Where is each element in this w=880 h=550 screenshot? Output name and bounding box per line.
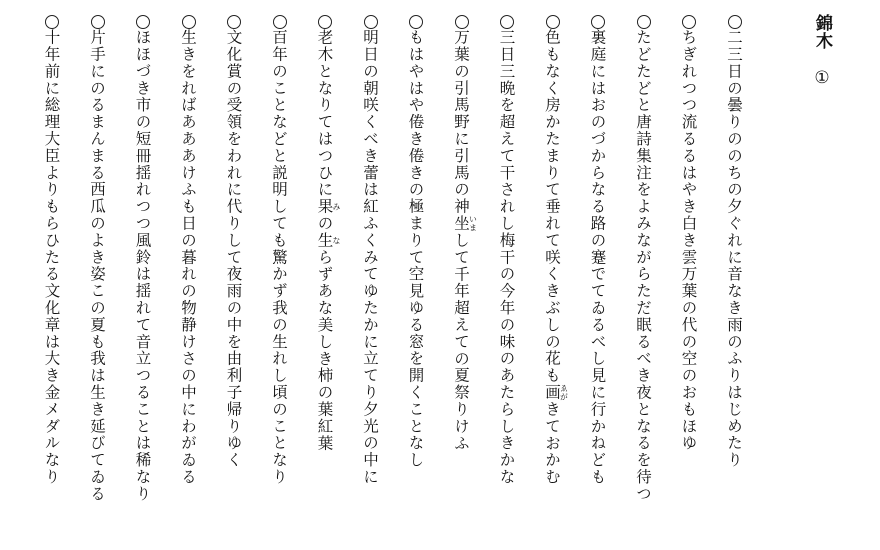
poem-text: 百年のことなどと説明しても驚かず我の生れし頃のことなり (270, 29, 288, 486)
poem-text: 三日三晩を超えて干されし梅干の今年の味のあたらしきかな (497, 29, 516, 486)
poem-line (165, 14, 211, 484)
poem-text: 文化賞の受領をわれに代りして夜雨の中を由利子帰りゆく (224, 29, 243, 469)
poem-line (74, 14, 120, 503)
poem-line (620, 14, 666, 503)
poem-text: 万葉の引馬野に引馬の神坐いまして千年超えての夏祭りけふ (452, 29, 478, 452)
poem-line (392, 14, 438, 484)
circle-bullet-icon (454, 14, 469, 29)
poem-text: 裏庭にはおのづからなる路の蹇でてゐるべし見に行かねども (588, 29, 607, 486)
poem-line (28, 14, 74, 484)
poem-line (665, 14, 711, 484)
circle-bullet-icon (363, 14, 378, 29)
section-number: ① (814, 68, 830, 88)
poem-text: 生きをればあああけふも日の暮れの物静けさの中にわがゐる (179, 29, 197, 486)
poem-list (28, 14, 756, 503)
poem-text: 十年前に総理大臣よりもらひたる文化章は大き金メダルなり (42, 29, 61, 486)
circle-bullet-icon (681, 14, 696, 29)
poem-text: ほほづき市の短冊揺れつつ風鈴は揺れて音立つることは稀なり (133, 29, 152, 503)
poem-line (574, 14, 620, 484)
circle-bullet-icon (44, 14, 59, 29)
poem-text: 明日の朝咲くべき蕾は紅ふくみてゆたかに立てり夕光の中に (361, 29, 379, 486)
circle-bullet-icon (545, 14, 560, 29)
circle-bullet-icon (727, 14, 742, 29)
circle-bullet-icon (408, 14, 423, 29)
poem-text: たどたどと唐詩集注をよみながらただ眠るべき夜となるを待つ (634, 29, 652, 503)
poem-text: 色もなく房かたまりて垂れて咲くきぶしの花も画ゑがきておかむ (543, 29, 569, 486)
poem-line (256, 14, 302, 484)
poem-text: 老木となりてはつひに果みの生ならずあな美しき柿の葉紅葉 (315, 29, 341, 452)
poem-line (438, 14, 484, 484)
poem-line (301, 14, 347, 484)
poem-line (529, 14, 575, 484)
poem-line (483, 14, 529, 484)
circle-bullet-icon (499, 14, 514, 29)
circle-bullet-icon (226, 14, 241, 29)
poem-text: もはやはや倦き倦きの極まりて空見ゆる窓を開くことなし (406, 29, 425, 469)
poem-line (711, 14, 757, 484)
circle-bullet-icon (90, 14, 105, 29)
section-title: 錦木 (812, 14, 832, 50)
poem-line (210, 14, 256, 484)
circle-bullet-icon (272, 14, 287, 29)
circle-bullet-icon (135, 14, 150, 29)
poem-text: 片手にのるまんまる西瓜のよき姿この夏も我は生き延びてゐる (88, 29, 106, 503)
circle-bullet-icon (317, 14, 332, 29)
circle-bullet-icon (181, 14, 196, 29)
circle-bullet-icon (636, 14, 651, 29)
poem-text: 二三日の曇りののちの夕ぐれに音なき雨のふりはじめたり (725, 29, 743, 469)
poem-line (119, 14, 165, 503)
circle-bullet-icon (590, 14, 605, 29)
poem-text: ちぎれつつ流るるはやき白き雲万葉の代の空のおもほゆ (679, 29, 698, 452)
poem-line (347, 14, 393, 484)
